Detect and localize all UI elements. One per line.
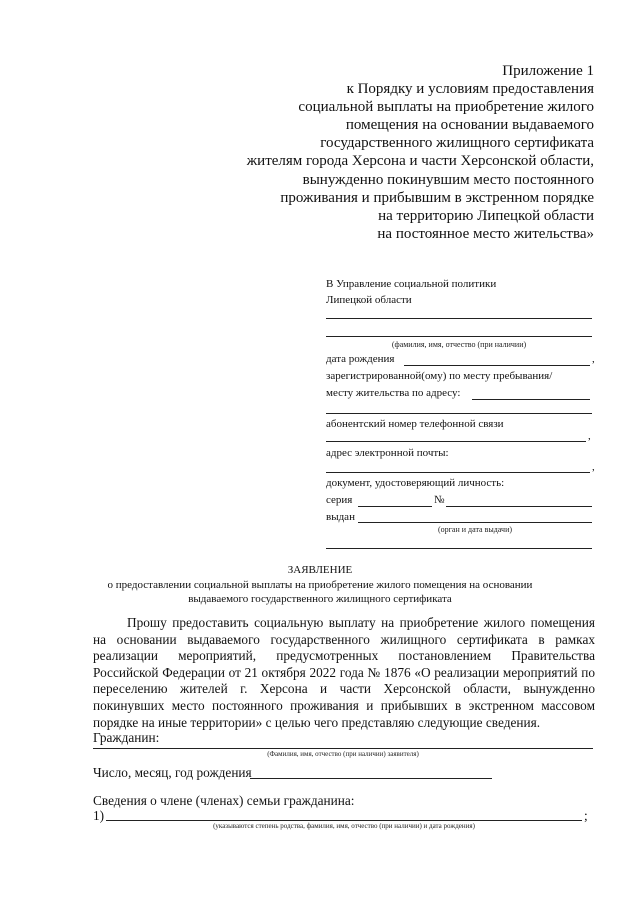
header-line: жителям города Херсона и части Херсонской области, [246,153,594,170]
series-label: серия [326,494,353,506]
header-line: к Порядку и условиям предоставления [346,81,594,98]
citizen-label: Гражданин: [93,730,160,745]
header-line: Приложение 1 [502,63,594,79]
family-item-semicolon: ; [584,808,588,823]
phone-label: абонентский номер телефонной связи [326,418,504,430]
header-line: на территорию Липецкой области [378,207,594,224]
citizen-caption: (Фамилия, имя, отчество (при наличии) заявителя) [267,750,419,758]
family-label: Сведения о члене (членах) семьи гражданина: [93,793,355,808]
email-comma: , [592,461,595,473]
number-field[interactable] [446,506,592,507]
issued-field[interactable] [358,522,592,523]
birth-date-comma: , [592,353,595,365]
statement-heading: ЗАЯВЛЕНИЕ [287,564,353,576]
birth-date-field[interactable] [404,365,590,366]
statement-subtitle-1: о предоставлении социальной выплаты на приобретение жилого помещения на основании [107,579,533,591]
registered-label-1: зарегистрированной(ому) по месту пребывания/ [326,370,553,382]
identity-doc-label: документ, удостоверяющий личность: [326,477,505,489]
series-field[interactable] [358,506,432,507]
address-field-line-2[interactable] [326,413,592,414]
email-label: адрес электронной почты: [326,447,449,459]
fio-field-line-1[interactable] [326,318,592,319]
address-field-line-1[interactable] [472,399,590,400]
recipient-line-1: В Управление социальной политики [326,278,497,290]
recipient-line-2: Липецкой области [326,294,412,306]
citizen-field[interactable] [93,748,593,749]
phone-field[interactable] [326,441,586,442]
email-field[interactable] [326,472,590,473]
family-caption: (указываются степень родства, фамилия, имя, отчество (при наличии) и дата рождения) [213,822,475,830]
dob-field[interactable] [250,778,492,779]
header-line: социальной выплаты на приобретение жилого [298,99,594,116]
issued-label: выдан [326,511,355,523]
appendix-header [247,62,594,243]
header-line: вынужденно покинувшим место постоянного [302,171,594,188]
request-paragraph: Прошу предоставить социальную выплату на приобретение жилого помещения на основании выдаваемого государственного жилищного сертификата в рамках реализации мероприятий, предусмотренных постановлением Правительства Российской Федерации от 21 октября 2022 года № 1876 «О реализации мероприятий по переселению жителей г. Херсона и части Херсонской области, вынужденно покинувших место постоянного проживания и прибывших в экстренном массовом порядке на иные территории» с целью чего представляю следующие сведения. [93,615,595,730]
header-line: помещения на основании выдаваемого [345,117,594,134]
dob-label: Число, месяц, год рождения [93,765,252,780]
issued-caption: (орган и дата выдачи) [437,525,513,534]
number-label: № [434,494,445,506]
fio-caption: (фамилия, имя, отчество (при наличии) [391,340,527,349]
issued-field-line-2[interactable] [326,548,592,549]
header-line: проживания и прибывшим в экстренном порядке [280,189,594,206]
phone-comma: , [588,430,591,442]
birth-date-label: дата рождения [326,353,395,365]
statement-subtitle-2: выдаваемого государственного жилищного сертификата [188,593,452,605]
fio-field-line-2[interactable] [326,336,592,337]
header-line: на постоянное место жительства» [377,225,594,242]
registered-label-2: месту жительства по адресу: [326,387,461,399]
header-line: государственного жилищного сертификата [320,135,594,152]
family-member-field[interactable] [106,820,582,821]
statement-body [93,615,595,731]
family-item-number: 1) [93,808,105,823]
